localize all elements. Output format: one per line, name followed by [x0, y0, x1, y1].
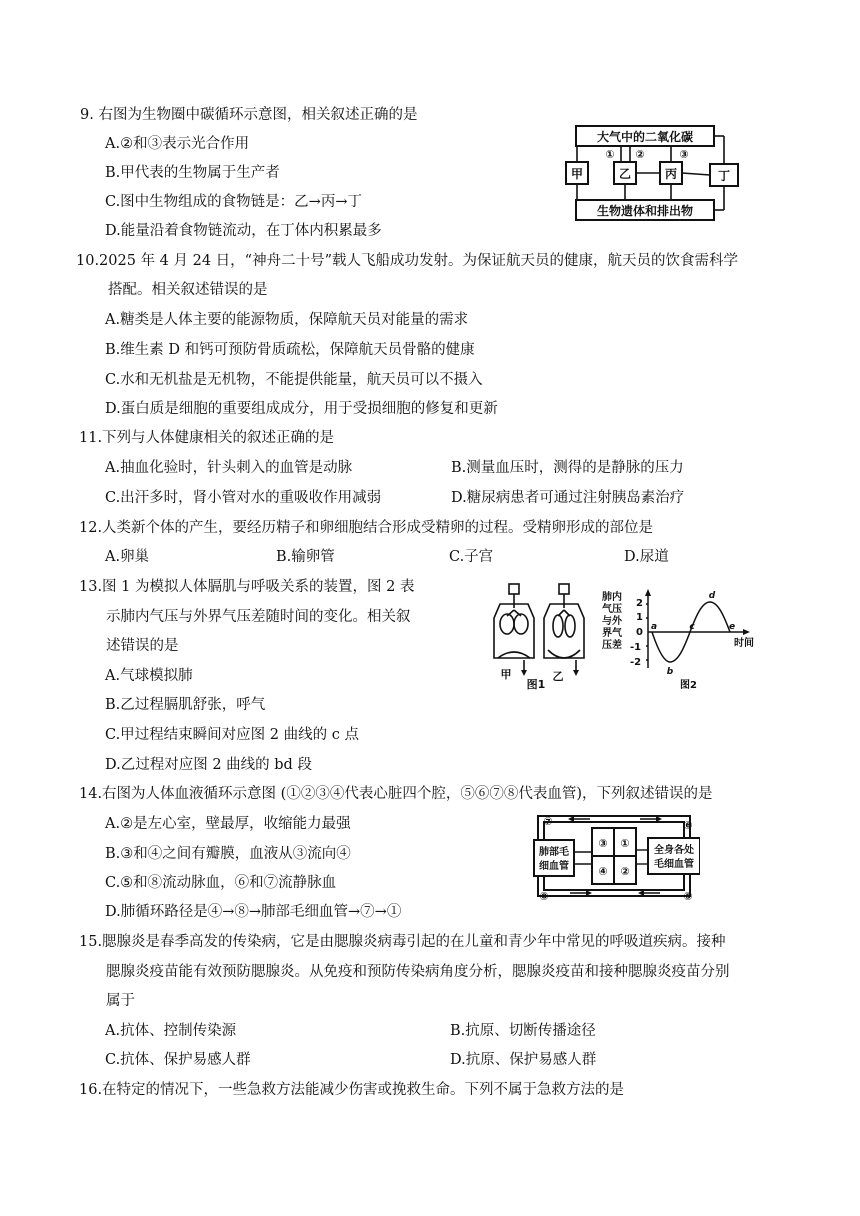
q10-stem-cont: 搭配。相关叙述错误的是	[108, 282, 268, 298]
carbon-top-box-label: 大气中的二氧化碳	[596, 130, 694, 144]
q13-option-a: A.气球模拟肺	[105, 668, 193, 684]
q11-option-d: D.糖尿病患者可通过注射胰岛素治疗	[451, 490, 685, 506]
q12-option-a: A.卵巢	[105, 549, 150, 565]
carbon-yi-label: 乙	[618, 167, 632, 181]
body-capillary-label-1: 全身各处	[654, 845, 694, 856]
q13-option-c: C.甲过程结束瞬间对应图 2 曲线的 c 点	[105, 727, 359, 743]
q15-option-d: D.抗原、保护易感人群	[450, 1052, 597, 1068]
q12-option-b: B.输卵管	[276, 549, 335, 565]
carbon-bing-label: 丙	[664, 167, 678, 181]
tick-neg1: -1	[630, 642, 642, 653]
q9-stem: 9. 右图为生物圈中碳循环示意图，相关叙述正确的是	[80, 107, 418, 123]
carbon-jia-label: 甲	[570, 167, 584, 181]
vessel-7: ⑦	[543, 815, 553, 828]
tick-0: 0	[636, 627, 643, 638]
q15-stem-cont: 腮腺炎疫苗能有效预防腮腺炎。从免疫和预防传染病角度分析，腮腺炎疫苗和接种腮腺炎疫苗分别	[106, 964, 730, 980]
q13-option-b: B.乙过程膈肌舒张，呼气	[105, 697, 266, 713]
tick-neg2: -2	[630, 657, 642, 668]
tick-1: 1	[636, 612, 643, 623]
q12-option-c: C.子宫	[449, 549, 494, 565]
blood-circulation-diagram	[530, 812, 700, 904]
ylabel-line-3: 与外	[602, 616, 622, 627]
q13-option-d: D.乙过程对应图 2 曲线的 bd 段	[105, 757, 312, 773]
ylabel-line-2: 气压	[602, 604, 622, 615]
jar-yi-label: 乙	[552, 670, 564, 683]
ylabel-line-1: 肺内	[602, 592, 622, 603]
chamber-1: ①	[620, 837, 630, 850]
carbon-arrow-1: ①	[605, 148, 615, 161]
point-a: a	[650, 622, 658, 632]
point-b: b	[666, 667, 674, 677]
q14-option-b: B.③和④之间有瓣膜，血液从③流向④	[105, 846, 351, 862]
q10-option-c: C.水和无机盐是无机物，不能提供能量，航天员可以不摄入	[105, 372, 483, 388]
q10-option-a: A.糖类是人体主要的能源物质，保障航天员对能量的需求	[105, 312, 469, 328]
q14-stem: 14.右图为人体血液循环示意图 (①②③④代表心脏四个腔，⑤⑥⑦⑧代表血管)，下列叙述错误的是	[79, 786, 713, 802]
tick-2: 2	[636, 598, 643, 609]
figure-1-label: 图1	[526, 678, 546, 691]
q11-stem: 11.下列与人体健康相关的叙述正确的是	[79, 430, 335, 446]
q15-option-b: B.抗原、切断传播途径	[450, 1023, 596, 1039]
q15-stem: 15.腮腺炎是春季高发的传染病，它是由腮腺炎病毒引起的在儿童和青少年中常见的呼吸道疾病。接种	[79, 934, 726, 950]
q12-stem: 12.人类新个体的产生，要经历精子和卵细胞结合形成受精卵的过程。受精卵形成的部位是	[79, 520, 654, 536]
q10-stem: 10.2025 年 4 月 24 日，“神舟二十号”载人飞船成功发射。为保证航天员的健康，航天员的饮食需科学	[76, 253, 739, 269]
q9-option-b: B.甲代表的生物属于生产者	[105, 165, 280, 181]
q13-stem: 13.图 1 为模拟人体膈肌与呼吸关系的装置，图 2 表	[79, 579, 415, 595]
q9-option-d: D.能量沿着食物链流动，在丁体内积累最多	[105, 223, 382, 239]
q12-option-d: D.尿道	[624, 549, 669, 565]
chamber-2: ②	[620, 865, 630, 878]
chamber-4: ④	[598, 865, 608, 878]
q9-option-c: C.图中生物组成的食物链是：乙→丙→丁	[105, 194, 362, 210]
chamber-3: ③	[598, 837, 608, 850]
q15-option-a: A.抗体、控制传染源	[105, 1023, 237, 1039]
q11-option-a: A.抽血化验时，针头刺入的血管是动脉	[105, 460, 353, 476]
body-capillary-label-2: 毛细血管	[654, 859, 694, 870]
lung-capillary-label-1: 肺部毛	[539, 847, 569, 858]
q14-option-c: C.⑤和⑧流动脉血，⑥和⑦流静脉血	[105, 875, 337, 891]
q15-stem-end: 属于	[106, 993, 135, 1009]
q14-option-a: A.②是左心室，壁最厚，收缩能力最强	[105, 816, 351, 832]
q16-stem: 16.在特定的情况下，一些急救方法能减少伤害或挽救生命。下列不属于急救方法的是	[79, 1082, 625, 1098]
q10-option-d: D.蛋白质是细胞的重要组成成分，用于受损细胞的修复和更新	[105, 401, 498, 417]
ylabel-line-4: 界气	[602, 628, 622, 639]
point-c: c	[689, 622, 695, 632]
q13-stem-cont: 示肺内气压与外界气压差随时间的变化。相关叙	[106, 609, 411, 625]
vessel-6: ⑥	[683, 819, 693, 832]
pressure-difference-chart	[600, 588, 760, 692]
q14-option-d: D.肺循环路径是④→⑧→肺部毛细血管→⑦→①	[105, 904, 402, 920]
lung-capillary-label-2: 细血管	[539, 861, 569, 872]
q11-option-b: B.测量血压时，测得的是静脉的压力	[451, 460, 684, 476]
point-e: e	[728, 622, 736, 632]
carbon-cycle-diagram	[560, 120, 750, 226]
point-d: d	[708, 591, 716, 601]
carbon-arrow-2: ②	[635, 148, 645, 161]
q10-option-b: B.维生素 D 和钙可预防骨质疏松，保障航天员骨骼的健康	[105, 342, 475, 358]
q9-option-a: A.②和③表示光合作用	[105, 136, 250, 152]
vessel-8: ⑧	[539, 890, 549, 903]
breathing-model-figure	[488, 580, 598, 692]
jar-jia-label: 甲	[500, 668, 512, 681]
q15-option-c: C.抗体、保护易感人群	[105, 1052, 251, 1068]
xlabel: 时间	[734, 638, 754, 649]
q11-option-c: C.出汗多时，肾小管对水的重吸收作用减弱	[105, 490, 382, 506]
carbon-arrow-3: ③	[679, 148, 689, 161]
carbon-bottom-box-label: 生物遗体和排出物	[596, 204, 694, 218]
q13-stem-end: 述错误的是	[106, 638, 179, 654]
ylabel-line-5: 压差	[602, 640, 622, 651]
carbon-ding-label: 丁	[717, 169, 731, 183]
vessel-5: ⑤	[683, 890, 693, 903]
figure-2-label: 图2	[680, 680, 697, 691]
